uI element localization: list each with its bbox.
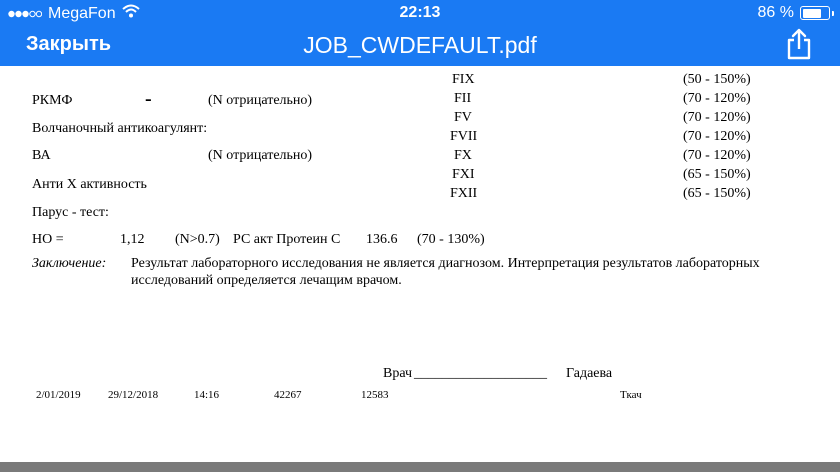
conclusion-text-line2: исследований определяется лечащим врачом.: [131, 273, 402, 288]
antix-label: Анти Х активность: [32, 177, 147, 192]
footer-num2: 12583: [361, 389, 389, 401]
factor-range: (70 - 120%): [683, 91, 751, 106]
share-icon: [786, 47, 812, 64]
factor-name: FX: [454, 148, 472, 163]
rkmf-note: (N отрицательно): [208, 93, 313, 108]
ho-label: НО =: [32, 232, 64, 247]
ba-note: (N отрицательно): [208, 148, 313, 163]
footer-num1: 42267: [274, 389, 302, 401]
ho-value: 1,12: [120, 232, 145, 247]
battery-icon: [800, 6, 830, 20]
footer-date2: 29/12/2018: [108, 389, 159, 401]
factor-range: (65 - 150%): [683, 186, 751, 201]
factor-name: FV: [454, 110, 472, 125]
footer-date1: 2/01/2019: [36, 389, 81, 401]
status-bar-right: [758, 4, 830, 22]
ba-label: ВА: [32, 148, 51, 163]
factor-name: FII: [454, 91, 472, 106]
pc-label: РС акт Протеин С: [233, 232, 341, 247]
status-bar-time: 22:13: [399, 4, 441, 21]
share-button[interactable]: [786, 28, 812, 65]
footer-name: Ткач: [620, 389, 642, 401]
factor-name: FXI: [452, 167, 475, 182]
close-button[interactable]: Закрыть: [26, 33, 112, 55]
pc-value: 136.6: [366, 232, 398, 247]
conclusion-text-line1: Результат лабораторного исследования не является диагнозом. Интерпретация результатов лабораторных: [131, 256, 760, 271]
signature-line: ___________________: [414, 366, 547, 381]
conclusion-label: Заключение:: [32, 256, 107, 271]
factor-name: FXII: [450, 186, 478, 201]
footer-time: 14:16: [194, 389, 220, 401]
factor-range: (50 - 150%): [683, 72, 751, 87]
factor-range: (70 - 120%): [683, 129, 751, 144]
pdf-viewer-header: [0, 0, 840, 66]
rkmf-dash: -: [145, 88, 152, 110]
carrier-name: MegaFon: [48, 4, 116, 22]
bottom-toolbar: [0, 462, 840, 472]
lupus-label: Волчаночный антикоагулянт:: [32, 121, 208, 136]
factor-name: FVII: [450, 129, 478, 144]
rkmf-label: РКМФ: [32, 93, 73, 108]
factor-range: (70 - 120%): [683, 110, 751, 125]
factor-name: FIX: [452, 72, 475, 87]
document-title: JOB_CWDEFAULT.pdf: [303, 32, 537, 58]
factor-range: (65 - 150%): [683, 167, 751, 182]
factor-range: (70 - 120%): [683, 148, 751, 163]
doctor-name: Гадаева: [566, 366, 613, 381]
pc-range: (70 - 130%): [417, 232, 485, 247]
battery-percent: 86 %: [757, 4, 794, 21]
parus-label: Парус - тест:: [32, 205, 109, 220]
doctor-label: Врач: [383, 366, 413, 381]
ho-norm: (N>0.7): [175, 232, 220, 247]
